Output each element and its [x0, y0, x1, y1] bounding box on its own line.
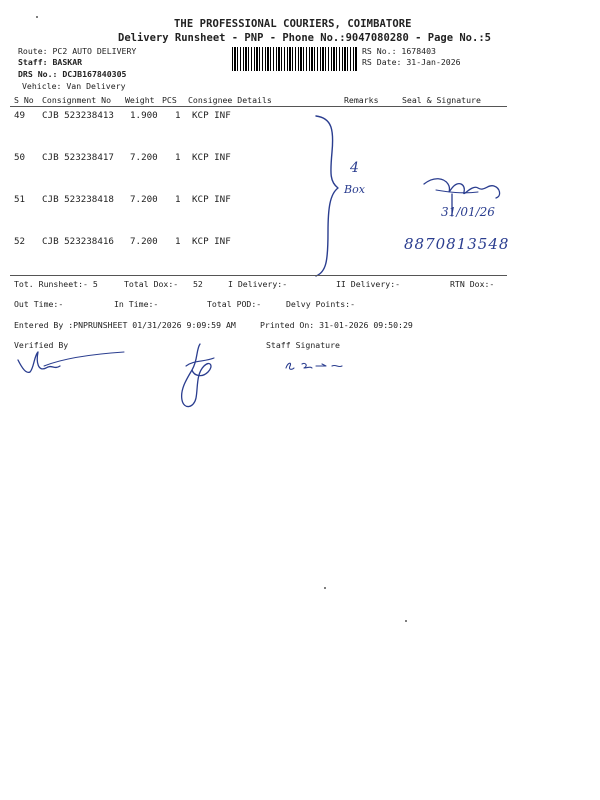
handwritten-unit: Box	[344, 183, 365, 196]
handwritten-bracket	[312, 112, 372, 282]
header-divider	[10, 106, 507, 107]
col-pcs: PCS	[162, 95, 177, 105]
barcode	[232, 47, 358, 71]
col-sno: S No	[14, 95, 34, 105]
row-consignee: KCP INF	[192, 194, 231, 205]
route-label: Route: PC2 AUTO DELIVERY	[18, 46, 137, 56]
total-dox-value: 52	[193, 279, 203, 289]
delvy-points: Delvy Points:-	[286, 299, 356, 309]
verifier-signature	[14, 344, 129, 380]
row-consignment: CJB 523238417	[42, 152, 114, 163]
handwritten-date: 31/01/26	[441, 205, 495, 219]
runsheet-subtitle: Delivery Runsheet - PNP - Phone No.:9047080280 - Page No.:5	[118, 32, 491, 44]
row-sno: 49	[14, 110, 26, 121]
row-consignee: KCP INF	[192, 110, 231, 121]
row-pcs: 1	[175, 236, 181, 247]
ii-delivery: II Delivery:-	[336, 279, 401, 289]
row-consignee: KCP INF	[192, 236, 231, 247]
staff-signature-label: Staff Signature	[266, 340, 340, 350]
scan-speck	[405, 620, 407, 622]
row-sno: 52	[14, 236, 26, 247]
vehicle-label: Vehicle: Van Delivery	[22, 81, 126, 91]
col-consignee: Consignee Details	[188, 95, 272, 105]
col-remarks: Remarks	[344, 95, 379, 105]
staff-label: Staff: BASKAR	[18, 57, 83, 67]
row-pcs: 1	[175, 152, 181, 163]
row-consignment: CJB 523238418	[42, 194, 114, 205]
row-sno: 50	[14, 152, 26, 163]
scan-speck	[324, 587, 326, 589]
row-pcs: 1	[175, 110, 181, 121]
scan-speck	[36, 16, 38, 18]
row-weight: 1.900	[130, 110, 158, 121]
rs-number: RS No.: 1678403	[362, 46, 436, 56]
row-consignee: KCP INF	[192, 152, 231, 163]
rs-date: RS Date: 31-Jan-2026	[362, 57, 461, 67]
tot-runsheet: Tot. Runsheet:- 5	[14, 279, 98, 289]
col-consignment: Consignment No	[42, 95, 112, 105]
col-seal-signature: Seal & Signature	[402, 95, 481, 105]
verified-by-label: Verified By	[14, 340, 69, 350]
total-pod: Total POD:-	[207, 299, 262, 309]
row-weight: 7.200	[130, 194, 158, 205]
printed-on: Printed On: 31-01-2026 09:50:29	[260, 320, 413, 330]
col-weight: Weight	[125, 95, 155, 105]
total-dox-label: Total Dox:-	[124, 279, 179, 289]
row-pcs: 1	[175, 194, 181, 205]
company-title: THE PROFESSIONAL COURIERS, COIMBATORE	[174, 18, 412, 30]
handwritten-count: 4	[350, 160, 359, 176]
middle-signature	[170, 340, 220, 415]
row-weight: 7.200	[130, 152, 158, 163]
rtn-dox: RTN Dox:-	[450, 279, 495, 289]
drs-number: DRS No.: DCJB167840305	[18, 69, 127, 79]
row-sno: 51	[14, 194, 26, 205]
in-time: In Time:-	[114, 299, 159, 309]
out-time: Out Time:-	[14, 299, 64, 309]
totals-divider	[10, 275, 507, 276]
handwritten-phone: 8870813548	[404, 235, 510, 253]
row-consignment: CJB 523238413	[42, 110, 114, 121]
entered-by: Entered By :PNPRUNSHEET 01/31/2026 9:09:59 AM	[14, 320, 236, 330]
staff-signature	[282, 356, 362, 374]
row-weight: 7.200	[130, 236, 158, 247]
row-consignment: CJB 523238416	[42, 236, 114, 247]
i-delivery: I Delivery:-	[228, 279, 288, 289]
